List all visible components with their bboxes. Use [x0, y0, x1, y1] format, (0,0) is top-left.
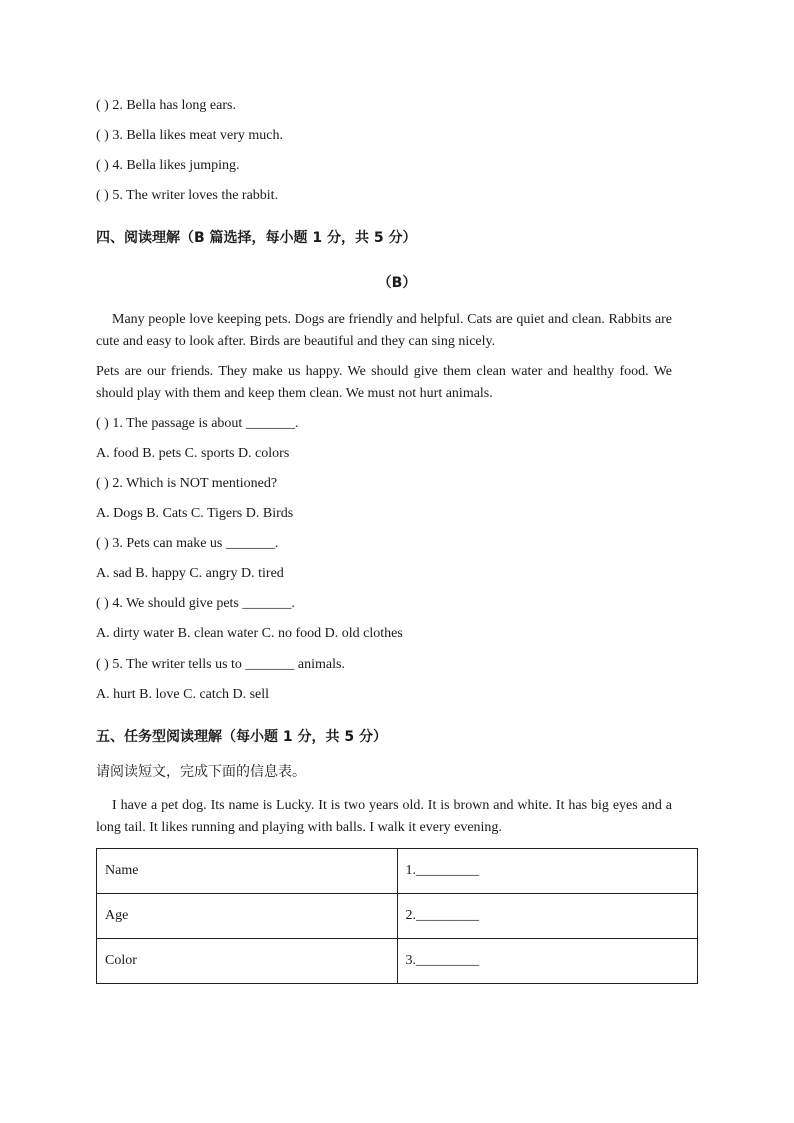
answer-blank-3[interactable]: 3._________ [397, 939, 698, 984]
question-5-options: A. hurt B. love C. catch D. sell [96, 687, 270, 702]
question-1: ( ) 1. The passage is about _______. [96, 416, 299, 431]
question-2: ( ) 2. Which is NOT mentioned? [96, 476, 278, 491]
answer-blank-2[interactable]: 2._________ [397, 894, 698, 939]
question-5: ( ) 5. The writer tells us to _______ animals. [96, 657, 345, 672]
section-5-heading: 五、任务型阅读理解（每小题 1 分，共 5 分） [96, 729, 387, 745]
row-label-name: Name [97, 849, 398, 894]
info-table [96, 848, 698, 984]
question-1-options: A. food B. pets C. sports D. colors [96, 446, 290, 461]
statement-2: ( ) 2. Bella has long ears. [96, 98, 236, 113]
statement-3: ( ) 3. Bella likes meat very much. [96, 128, 283, 143]
passage-b-paragraph-2: Pets are our friends. They make us happy. We should give them clean water and healthy food. We should play with them and keep them clean. We must not hurt animals. [96, 364, 672, 401]
statement-5: ( ) 5. The writer loves the rabbit. [96, 188, 279, 203]
question-3-options: A. sad B. happy C. angry D. tired [96, 566, 284, 581]
passage-b-paragraph-1: Many people love keeping pets. Dogs are friendly and helpful. Cats are quiet and clean. Rabbits are cute and easy to look after. Birds are beautiful and they can sing nicely. [96, 312, 672, 349]
statement-4: ( ) 4. Bella likes jumping. [96, 158, 240, 173]
table-row [97, 894, 698, 939]
question-4-options: A. dirty water B. clean water C. no food D. old clothes [96, 626, 403, 641]
row-label-age: Age [97, 894, 398, 939]
table-row [97, 939, 698, 984]
passage-b-label: （B） [377, 275, 417, 291]
passage-b [96, 309, 672, 405]
passage-c: I have a pet dog. Its name is Lucky. It is two years old. It is brown and white. It has big eyes and a long tail. It likes running and playing with balls. I walk it every evening. [96, 798, 672, 835]
question-4: ( ) 4. We should give pets _______. [96, 596, 295, 611]
section-5-instruction: 请阅读短文，完成下面的信息表。 [96, 764, 306, 780]
row-label-color: Color [97, 939, 398, 984]
question-3: ( ) 3. Pets can make us _______. [96, 536, 279, 551]
table-row [97, 849, 698, 894]
section-4-heading: 四、阅读理解（B 篇选择，每小题 1 分，共 5 分） [96, 230, 417, 246]
question-2-options: A. Dogs B. Cats C. Tigers D. Birds [96, 506, 294, 521]
answer-blank-1[interactable]: 1._________ [397, 849, 698, 894]
